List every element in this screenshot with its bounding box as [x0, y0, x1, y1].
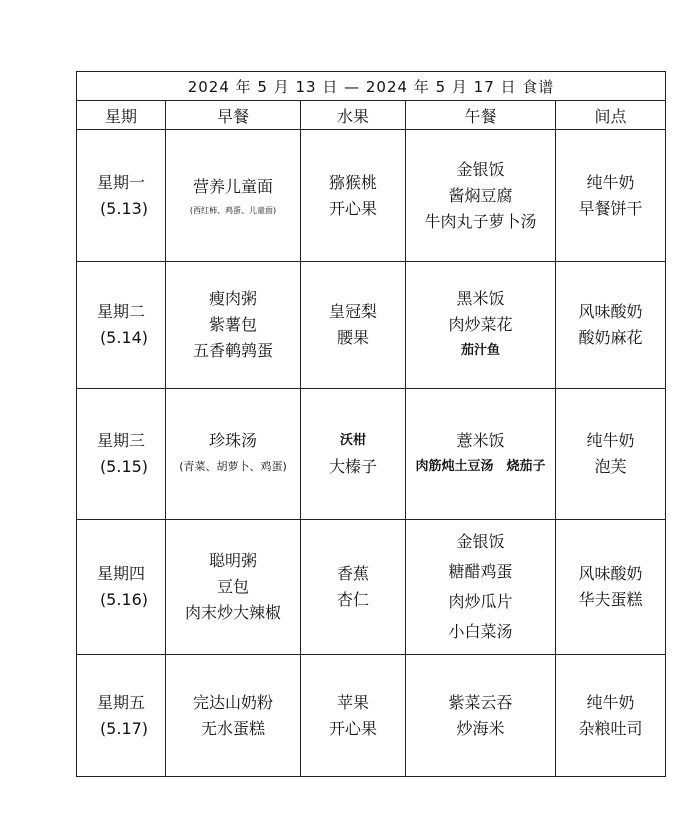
snack-item: 泡芙 [594, 457, 627, 476]
day-date: (5.14) [99, 328, 149, 347]
snack-cell [556, 389, 666, 520]
header-breakfast: 早餐 [166, 101, 301, 130]
fruit-item: 开心果 [328, 198, 377, 218]
fruit-item: 香蕉 [336, 564, 369, 583]
lunch-item: 糖醋鸡蛋 [448, 562, 513, 581]
lunch-cell [406, 655, 556, 777]
day-row-tuesday [77, 262, 666, 389]
fruit-item: 开心果 [328, 718, 377, 738]
fruit-cell [301, 130, 406, 262]
day-date: (5.17) [99, 718, 149, 738]
breakfast-item: 紫薯包 [208, 315, 257, 334]
lunch-item: 酱焖豆腐 [448, 185, 513, 205]
day-row-wednesday [77, 389, 666, 520]
snack-cell [556, 262, 666, 389]
lunch-cell [406, 389, 556, 520]
breakfast-item: 肉末炒大辣椒 [184, 603, 281, 622]
breakfast-note: (青菜、胡萝卜、鸡蛋) [179, 460, 287, 473]
day-cell [77, 655, 166, 777]
fruit-cell [301, 655, 406, 777]
header-lunch: 午餐 [406, 101, 556, 130]
snack-item: 早餐饼干 [578, 198, 643, 218]
lunch-cell [406, 130, 556, 262]
breakfast-item: 营养儿童面 [192, 176, 273, 196]
breakfast-cell [166, 389, 301, 520]
breakfast-note: (西红柿、鸡蛋、儿童面) [189, 205, 277, 215]
lunch-item: 薏米饭 [456, 431, 505, 450]
breakfast-cell [166, 655, 301, 777]
lunch-item: 金银饭 [456, 532, 505, 551]
day-name: 星期五 [96, 692, 145, 712]
lunch-item: 黑米饭 [456, 289, 505, 308]
breakfast-item: 无水蛋糕 [200, 718, 265, 738]
header-row [77, 101, 666, 130]
breakfast-item: 瘦肉粥 [208, 289, 257, 308]
snack-item: 华夫蛋糕 [578, 590, 643, 609]
day-row-thursday [77, 520, 666, 655]
snack-item: 纯牛奶 [586, 431, 635, 450]
fruit-item: 腰果 [336, 328, 369, 347]
day-name: 星期三 [96, 431, 145, 450]
day-name: 星期四 [96, 564, 145, 583]
day-row-friday [77, 655, 666, 777]
snack-cell [556, 520, 666, 655]
snack-item: 纯牛奶 [586, 692, 635, 712]
fruit-item: 苹果 [336, 692, 369, 712]
snack-item: 杂粮吐司 [578, 718, 643, 738]
fruit-item: 沃柑 [339, 433, 366, 448]
breakfast-cell [166, 262, 301, 389]
lunch-item: 肉筋炖土豆汤 烧茄子 [415, 459, 546, 474]
breakfast-cell [166, 520, 301, 655]
title-row [77, 72, 666, 101]
snack-cell [556, 655, 666, 777]
day-name: 星期二 [96, 302, 145, 321]
snack-cell [556, 130, 666, 262]
day-row-monday [77, 130, 666, 262]
breakfast-item: 豆包 [216, 577, 249, 596]
fruit-cell [301, 262, 406, 389]
header-day: 星期 [77, 101, 166, 130]
day-date: (5.13) [99, 198, 149, 218]
breakfast-item: 珍珠汤 [208, 431, 257, 450]
menu-title: 2024 年 5 月 13 日 — 2024 年 5 月 17 日 食谱 [77, 72, 666, 101]
fruit-item: 皇冠梨 [328, 302, 377, 321]
lunch-item: 牛肉丸子萝卜汤 [424, 211, 537, 231]
lunch-item: 小白菜汤 [448, 622, 513, 641]
breakfast-item: 聪明粥 [208, 551, 257, 570]
day-name: 星期一 [96, 172, 145, 192]
lunch-cell [406, 520, 556, 655]
fruit-item: 杏仁 [336, 590, 369, 609]
day-cell [77, 520, 166, 655]
day-cell [77, 130, 166, 262]
snack-item: 风味酸奶 [578, 564, 643, 583]
lunch-item: 紫菜云吞 [448, 692, 513, 712]
header-snack: 间点 [556, 101, 666, 130]
fruit-cell [301, 520, 406, 655]
lunch-cell [406, 262, 556, 389]
snack-item: 纯牛奶 [586, 172, 635, 192]
weekly-menu-table [76, 71, 666, 777]
fruit-item: 猕猴桃 [328, 172, 377, 192]
day-date: (5.15) [99, 457, 149, 476]
fruit-cell [301, 389, 406, 520]
day-date: (5.16) [99, 590, 149, 609]
breakfast-cell [166, 130, 301, 262]
breakfast-item: 完达山奶粉 [192, 692, 273, 712]
breakfast-item: 五香鹌鹑蛋 [192, 341, 273, 360]
lunch-item: 肉炒菜花 [448, 315, 513, 334]
snack-item: 风味酸奶 [578, 302, 643, 321]
lunch-item: 茄汁鱼 [460, 343, 500, 358]
day-cell [77, 262, 166, 389]
fruit-item: 大榛子 [328, 457, 377, 476]
day-cell [77, 389, 166, 520]
lunch-item: 肉炒瓜片 [448, 592, 513, 611]
lunch-item: 金银饭 [456, 159, 505, 179]
header-fruit: 水果 [301, 101, 406, 130]
lunch-item: 炒海米 [456, 718, 505, 738]
snack-item: 酸奶麻花 [578, 328, 643, 347]
